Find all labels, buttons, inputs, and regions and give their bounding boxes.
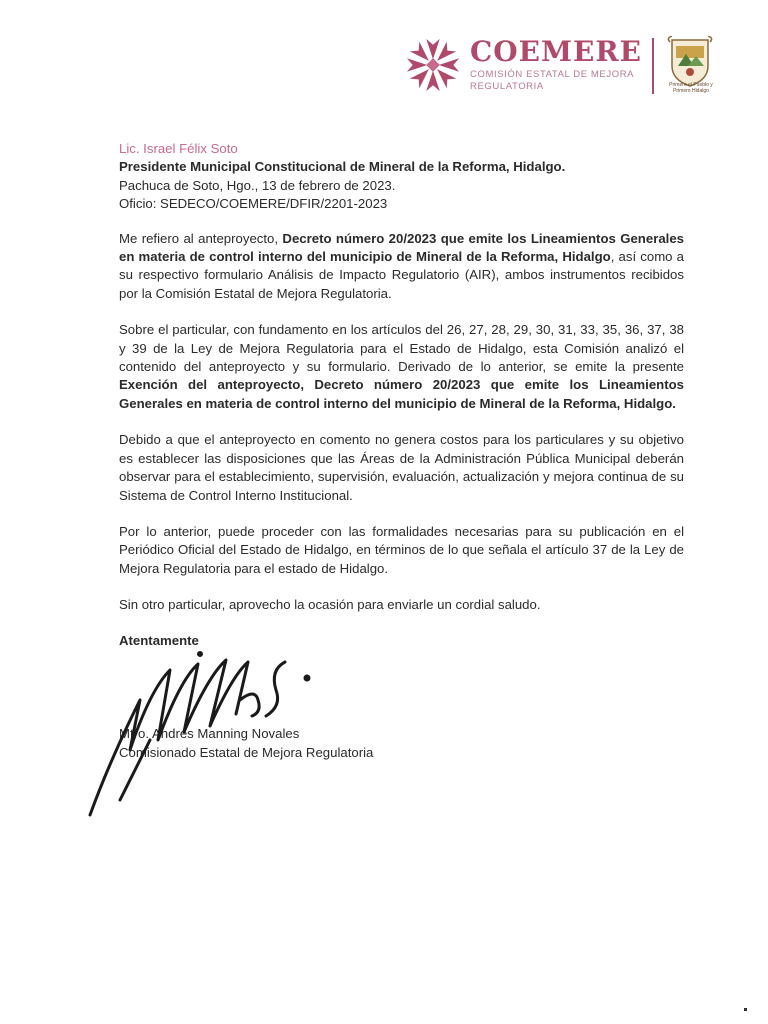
paragraph-3-text: Debido a que el anteproyecto en comento no genera costos para los particulares y su objetivo es establecer las disposiciones que las Áreas de la Administración Pública Municipal deberán observar para el establecimiento, supervisión, evaluación, actualización y mejora continua de su Sistema de Control Interno Institucional. xyxy=(119,432,684,503)
seal-caption: Primero el Pueblo y Primero Hidalgo xyxy=(669,82,713,94)
brand-name: COEMERE xyxy=(470,35,642,68)
paragraph-4 xyxy=(119,523,684,578)
paragraph-3 xyxy=(119,431,684,505)
paragraph-1-intro: Me refiero al anteproyecto, xyxy=(119,230,283,246)
header-logo xyxy=(404,36,724,100)
paragraph-1 xyxy=(119,230,684,304)
coemere-flower-icon xyxy=(404,36,462,94)
letter-body xyxy=(119,140,684,650)
logo-divider xyxy=(652,38,654,94)
signer-title: Comisionado Estatal de Mejora Regulatoria xyxy=(119,745,374,760)
paragraph-2 xyxy=(119,321,684,413)
closing-salutation: Atentamente xyxy=(119,632,199,648)
paragraph-2-intro: Sobre el particular, con fundamento en los artículos del 26, 27, 28, 29, 30, 31, 33, 35, 36, 37, 38 y 39 de la Ley de Mejora Regulatoria para el Estado de Hidalgo, esta Comisión analizó el contenido del anteproyecto y su formulario. Derivado de lo anterior, se emite la presente xyxy=(119,322,684,375)
recipient-name: Lic. Israel Félix Soto xyxy=(119,141,238,156)
place-date: Pachuca de Soto, Hgo., 13 de febrero de 2023. xyxy=(119,177,396,193)
paragraph-4-text: Por lo anterior, puede proceder con las formalidades necesarias para su publicación en el Periódico Oficial del Estado de Hidalgo, en términos de lo que señala el artículo 37 de la Ley de Mejora Regulatoria para el estado de Hidalgo. xyxy=(119,523,684,576)
handwritten-signature xyxy=(80,640,340,830)
oficio-number: Oficio: SEDECO/COEMERE/DFIR/2201-2023 xyxy=(119,196,388,212)
brand-subtitle-line-1: COMISIÓN ESTATAL DE MEJORA xyxy=(470,69,635,80)
paragraph-2-exemption: Exención del anteproyecto, Decreto número 20/2023 que emite los Lineamientos Generales en materia de control interno del municipio de Mineral de la Reforma, Hidalgo. xyxy=(119,377,684,411)
paragraph-1-decree: Decreto número 20/2023 que emite los Lineamientos Generales en materia de control interno del municipio de Mineral de la Reforma, Hidalgo xyxy=(119,230,684,265)
paragraph-5 xyxy=(119,596,684,614)
scan-dot xyxy=(744,1008,747,1011)
signer-name: Mtro. Andrés Manning Novales xyxy=(119,726,300,741)
paragraph-5-text: Sin otro particular, aprovecho la ocasión para enviarle un cordial saludo. xyxy=(119,597,541,613)
paragraph-1-rest: , así como a su respectivo formulario Análisis de Impacto Regulatorio (AIR), ambos instrumentos recibidos por la Comisión Estatal de Mejora Regulatoria. xyxy=(119,249,684,301)
recipient-title: Presidente Municipal Constitucional de Mineral de la Reforma, Hidalgo. xyxy=(119,159,566,175)
brand-subtitle-line-2: REGULATORIA xyxy=(470,81,544,92)
